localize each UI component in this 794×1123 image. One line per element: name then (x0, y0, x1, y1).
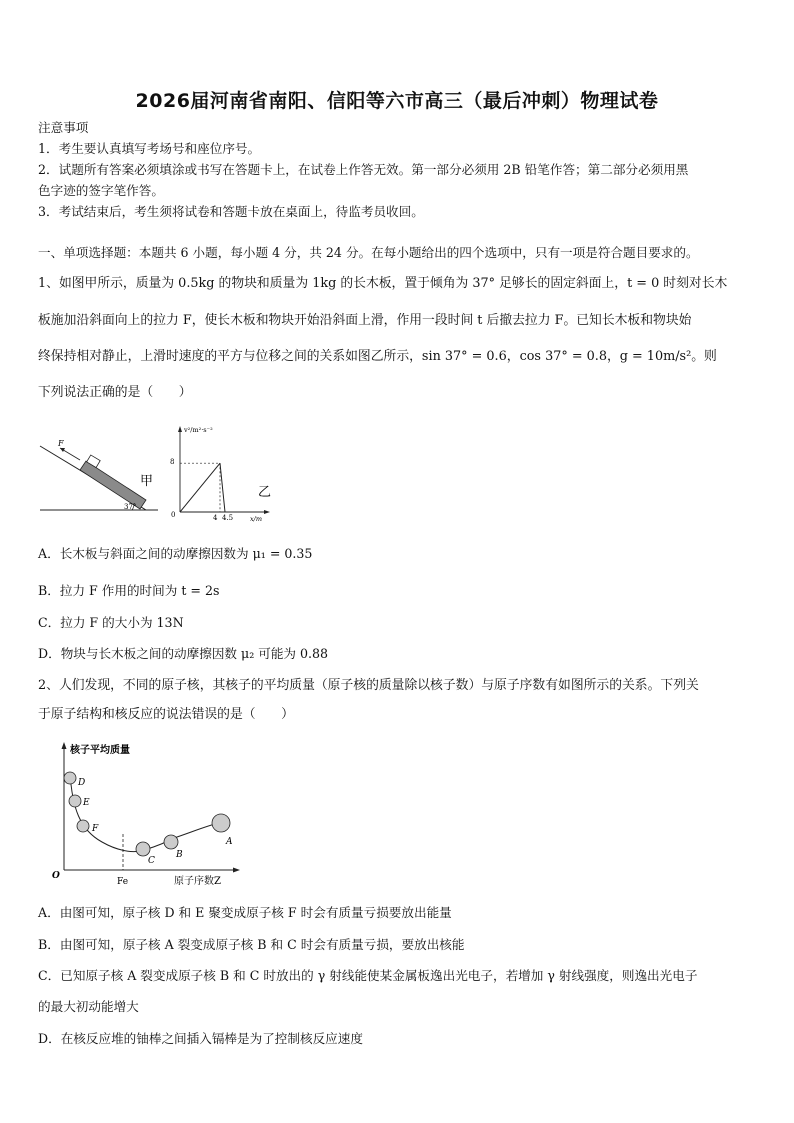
option-d: D．在核反应堆的铀棒之间插入镉棒是为了控制核反应速度 (38, 1031, 363, 1046)
question-2-line: 2、人们发现，不同的原子核，其核子的平均质量（原子核的质量除以核子数）与原子序数有如图所示的关系。下列关 (38, 678, 699, 693)
question-2-line: 于原子结构和核反应的说法错误的是（ ） (38, 707, 294, 722)
nucleus-a (212, 814, 230, 832)
x-tick-label: 4 (213, 514, 218, 522)
exam-title: 2026届河南省南阳、信阳等六市高三（最后冲刺）物理试卷 (135, 90, 659, 112)
point-label-c: C (148, 856, 155, 866)
force-arrowhead (60, 448, 65, 452)
question-1-line: 终保持相对静止，上滑时速度的平方与位移之间的关系如图乙所示，sin 37° = 0.6，cos 37° = 0.8，g = 10m/s²。则 (38, 349, 717, 364)
question-1-line: 下列说法正确的是（ ） (38, 385, 192, 400)
notice-item: 2．试题所有答案必须填涂或书写在答题卡上，在试卷上作答无效。第一部分必须用 2B 铅笔作答；第二部分必须用黑 (38, 162, 689, 177)
mass-curve (70, 772, 222, 852)
notice-item: 色字迹的签字笔作答。 (38, 183, 164, 198)
y-axis-label: v²/m²·s⁻² (184, 426, 213, 434)
angle-label: 37° (124, 503, 137, 511)
x-axis-arrow (264, 510, 270, 514)
option-d: D．物块与长木板之间的动摩擦因数 μ₂ 可能为 0.88 (38, 646, 329, 661)
option-b: B．拉力 F 作用的时间为 t = 2s (38, 583, 220, 598)
option-b: B．由图可知，原子核 A 裂变成原子核 B 和 C 时会有质量亏损，要放出核能 (38, 937, 465, 952)
nucleus-c (136, 842, 150, 856)
force-label: F (58, 439, 64, 448)
y-axis-arrow (62, 742, 67, 749)
option-c: C．已知原子核 A 裂变成原子核 B 和 C 时放出的 γ 射线能使某金属板逸出光电子，若增加 γ 射线强度，则逸出光电子 (38, 968, 698, 983)
y-axis-arrow (178, 426, 182, 432)
fe-label: Fe (117, 877, 129, 887)
point-label-d: D (78, 778, 86, 788)
nucleon-mass-figure (46, 738, 246, 890)
option-c: C．拉力 F 的大小为 13N (38, 615, 184, 630)
point-label-f: F (92, 824, 99, 834)
y-axis-label: 核子平均质量 (70, 745, 130, 756)
x-axis-label: x/m (250, 515, 263, 523)
figure-caption-jia: 甲 (140, 474, 154, 489)
option-c-cont: 的最大初动能增大 (38, 999, 139, 1014)
notice-item: 3．考试结束后，考生须将试卷和答题卡放在桌面上，待监考员收回。 (38, 204, 424, 219)
notice-item: 1．考生要认真填写考场号和座位序号。 (38, 141, 261, 156)
v2-x-chart (168, 420, 278, 528)
origin-label: 0 (171, 511, 176, 519)
x-axis-arrow (233, 868, 240, 873)
nucleus-b (164, 835, 178, 849)
point-label-a: A (226, 837, 233, 847)
nucleus-d (64, 772, 76, 784)
question-1-line: 板施加沿斜面向上的拉力 F，使长木板和物块开始沿斜面上滑，作用一段时间 t 后撤去拉力 F。已知长木板和物块始 (38, 313, 692, 328)
x-axis-label: 原子序数Z (174, 876, 221, 887)
incline-figure (36, 430, 166, 520)
graph-segment (220, 463, 225, 512)
option-a: A．长木板与斜面之间的动摩擦因数为 μ₁ = 0.35 (38, 546, 313, 561)
question-1-line: 1、如图甲所示，质量为 0.5kg 的物块和质量为 1kg 的长木板，置于倾角为 37° 足够长的固定斜面上，t = 0 时刻对长木 (38, 276, 728, 291)
point-label-b: B (176, 850, 183, 860)
point-label-e: E (83, 798, 90, 808)
origin-label: O (52, 871, 60, 881)
graph-segment (180, 463, 220, 512)
figure-caption-yi: 乙 (258, 485, 272, 500)
option-a: A．由图可知，原子核 D 和 E 聚变成原子核 F 时会有质量亏损要放出能量 (38, 905, 452, 920)
nucleus-e (69, 795, 81, 807)
long-plank (80, 461, 146, 509)
nucleus-f (77, 820, 89, 832)
notice-heading: 注意事项 (38, 120, 89, 135)
section-heading: 一、单项选择题：本题共 6 小题，每小题 4 分，共 24 分。在每小题给出的四个选项中，只有一项是符合题目要求的。 (38, 245, 699, 260)
y-tick-label: 8 (170, 458, 175, 466)
x-tick-label: 4.5 (222, 514, 234, 522)
